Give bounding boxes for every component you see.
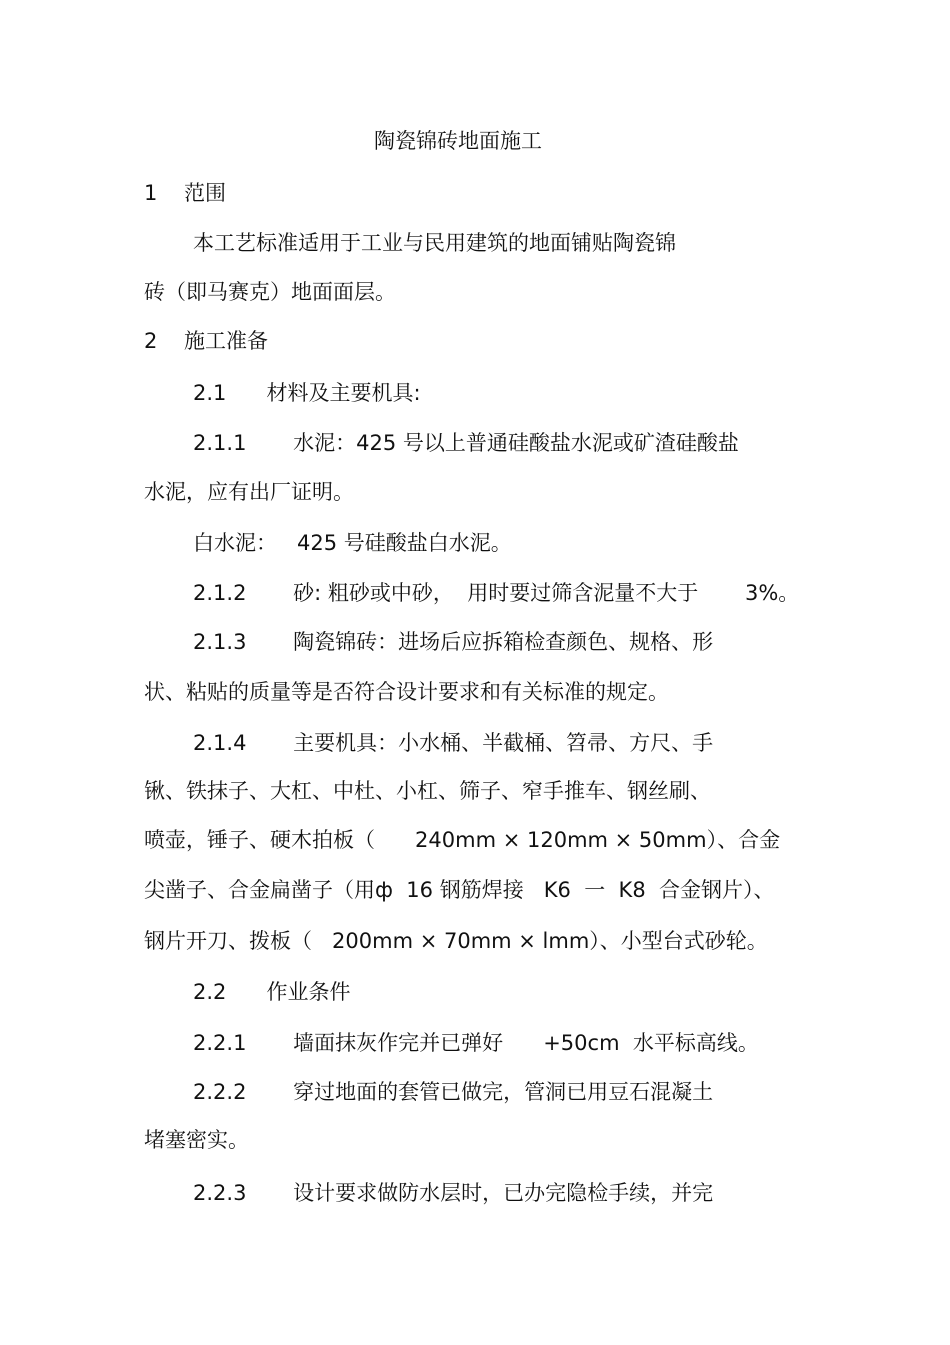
- paragraph-line: 2.1.4 主要机具：小水桶、半截桶、笤帚、方尺、手: [193, 731, 714, 755]
- paragraph-line: 锹、铁抹子、大杠、中杜、小杠、筛子、窄手推车、钢丝刷、: [144, 779, 711, 803]
- paragraph-line: 喷壶，锤子、硬木拍板（ 240mm × 120mm × 50mm）、合金: [144, 828, 781, 852]
- paragraph-line: 2.2.2 穿过地面的套管已做完，管洞已用豆石混凝土: [193, 1080, 714, 1104]
- paragraph-line: 2.1.3 陶瓷锦砖：进场后应拆箱检查颜色、规格、形: [193, 630, 714, 654]
- paragraph-line: 本工艺标准适用于工业与民用建筑的地面铺贴陶瓷锦: [193, 231, 676, 255]
- paragraph-line: 尖凿子、合金扁凿子（用ф 16 钢筋焊接 K6 一 K8 合金钢片）、: [144, 878, 775, 902]
- paragraph-line: 水泥，应有出厂证明。: [144, 480, 354, 504]
- paragraph-line: 2.1.1 水泥：425 号以上普通硅酸盐水泥或矿渣硅酸盐: [193, 431, 739, 455]
- paragraph-line: 白水泥： 425 号硅酸盐白水泥。: [193, 531, 512, 555]
- subsection-heading: 2.1 材料及主要机具:: [193, 381, 421, 405]
- paragraph-line: 2.1.2 砂: 粗砂或中砂， 用时要过筛含泥量不大于 3%。: [193, 581, 800, 605]
- paragraph-line: 2.2.1 墙面抹灰作完并已弹好 +50cm 水平标高线。: [193, 1031, 759, 1055]
- paragraph-line: 状、粘贴的质量等是否符合设计要求和有关标准的规定。: [144, 680, 669, 704]
- document-title: 陶瓷锦砖地面施工: [374, 129, 542, 153]
- paragraph-line: 堵塞密实。: [144, 1128, 249, 1152]
- section-heading-scope: 1 范围: [144, 181, 227, 205]
- paragraph-line: 钢片开刀、拨板（ 200mm × 70mm × lmm）、小型台式砂轮。: [144, 929, 768, 953]
- paragraph-line: 砖（即马赛克）地面面层。: [144, 280, 396, 304]
- paragraph-line: 2.2.3 设计要求做防水层时，已办完隐检手续，并完: [193, 1181, 714, 1205]
- section-heading-preparation: 2 施工准备: [144, 329, 269, 353]
- subsection-heading: 2.2 作业条件: [193, 980, 351, 1004]
